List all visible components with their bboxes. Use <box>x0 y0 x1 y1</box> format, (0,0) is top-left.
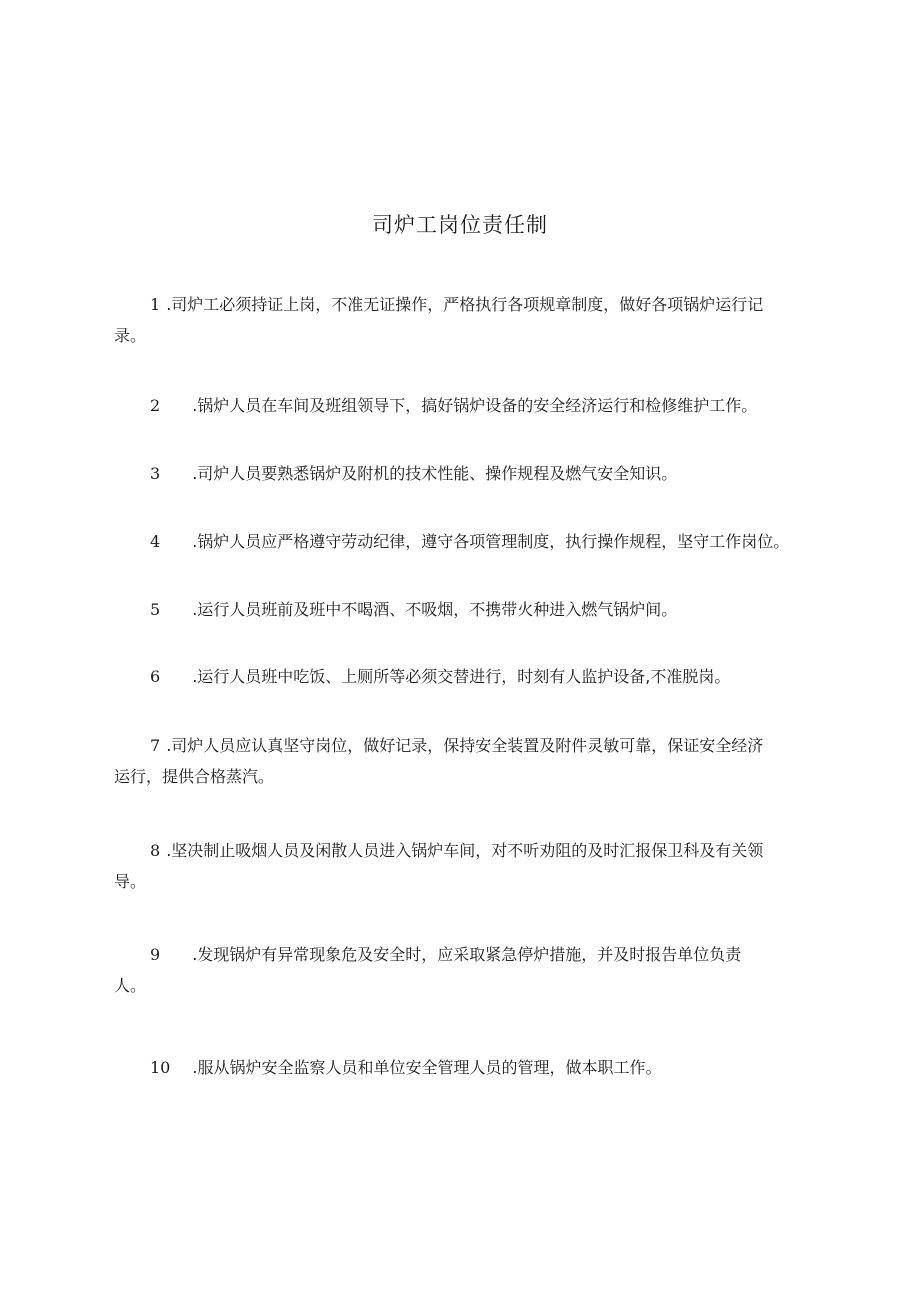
list-item-6 <box>114 661 814 692</box>
list-item-10 <box>114 1052 814 1083</box>
item-text: .司炉工必须持证上岗，不准无证操作，严格执行各项规章制度，做好各项锅炉运行记 <box>166 295 764 314</box>
item-text: .锅炉人员应严格遵守劳动纪律，遵守各项管理制度，执行操作规程，坚守工作岗位。 <box>192 532 790 551</box>
item-text: .运行人员班前及班中不喝酒、不吸烟，不携带火种进入燃气锅炉间。 <box>192 600 678 619</box>
list-item-4 <box>114 526 814 557</box>
item-number: 6 <box>150 667 161 686</box>
item-text-continued: 人。 <box>114 976 147 995</box>
document-title: 司炉工岗位责任制 <box>372 213 548 237</box>
item-text: .司炉人员要熟悉锅炉及附机的技术性能、操作规程及燃气安全知识。 <box>192 464 678 483</box>
list-item-1 <box>114 289 814 351</box>
item-text-continued: 运行，提供合格蒸汽。 <box>114 767 275 786</box>
list-item-9 <box>114 939 814 1001</box>
item-number: 3 <box>150 464 161 483</box>
item-number: 1 <box>150 295 161 314</box>
item-text: .运行人员班中吃饭、上厕所等必须交替进行，时刻有人监护设备,不准脱岗。 <box>192 667 731 686</box>
item-text: .发现锅炉有异常现象危及安全时，应采取紧急停炉措施，并及时报告单位负责 <box>192 945 742 964</box>
item-text: .坚决制止吸烟人员及闲散人员进入锅炉车间，对不听劝阻的及时汇报保卫科及有关领 <box>166 841 764 860</box>
item-text-continued: 导。 <box>114 872 147 891</box>
item-number: 2 <box>150 396 161 415</box>
item-number: 4 <box>150 532 161 551</box>
list-item-3 <box>114 458 814 489</box>
item-number: 7 <box>150 736 161 755</box>
item-text: .锅炉人员在车间及班组领导下，搞好锅炉设备的安全经济运行和检修维护工作。 <box>192 396 758 415</box>
item-text: .服从锅炉安全监察人员和单位安全管理人员的管理，做本职工作。 <box>192 1058 662 1077</box>
list-item-7 <box>114 730 814 792</box>
list-item-2 <box>114 390 814 421</box>
item-text-continued: 录。 <box>114 326 147 345</box>
item-number: 10 <box>150 1058 171 1077</box>
list-item-8 <box>114 835 814 897</box>
list-item-5 <box>114 594 814 625</box>
item-text: .司炉人员应认真坚守岗位，做好记录，保持安全装置及附件灵敏可靠，保证安全经济 <box>166 736 764 755</box>
item-number: 9 <box>150 945 161 964</box>
item-number: 5 <box>150 600 161 619</box>
item-number: 8 <box>150 841 161 860</box>
